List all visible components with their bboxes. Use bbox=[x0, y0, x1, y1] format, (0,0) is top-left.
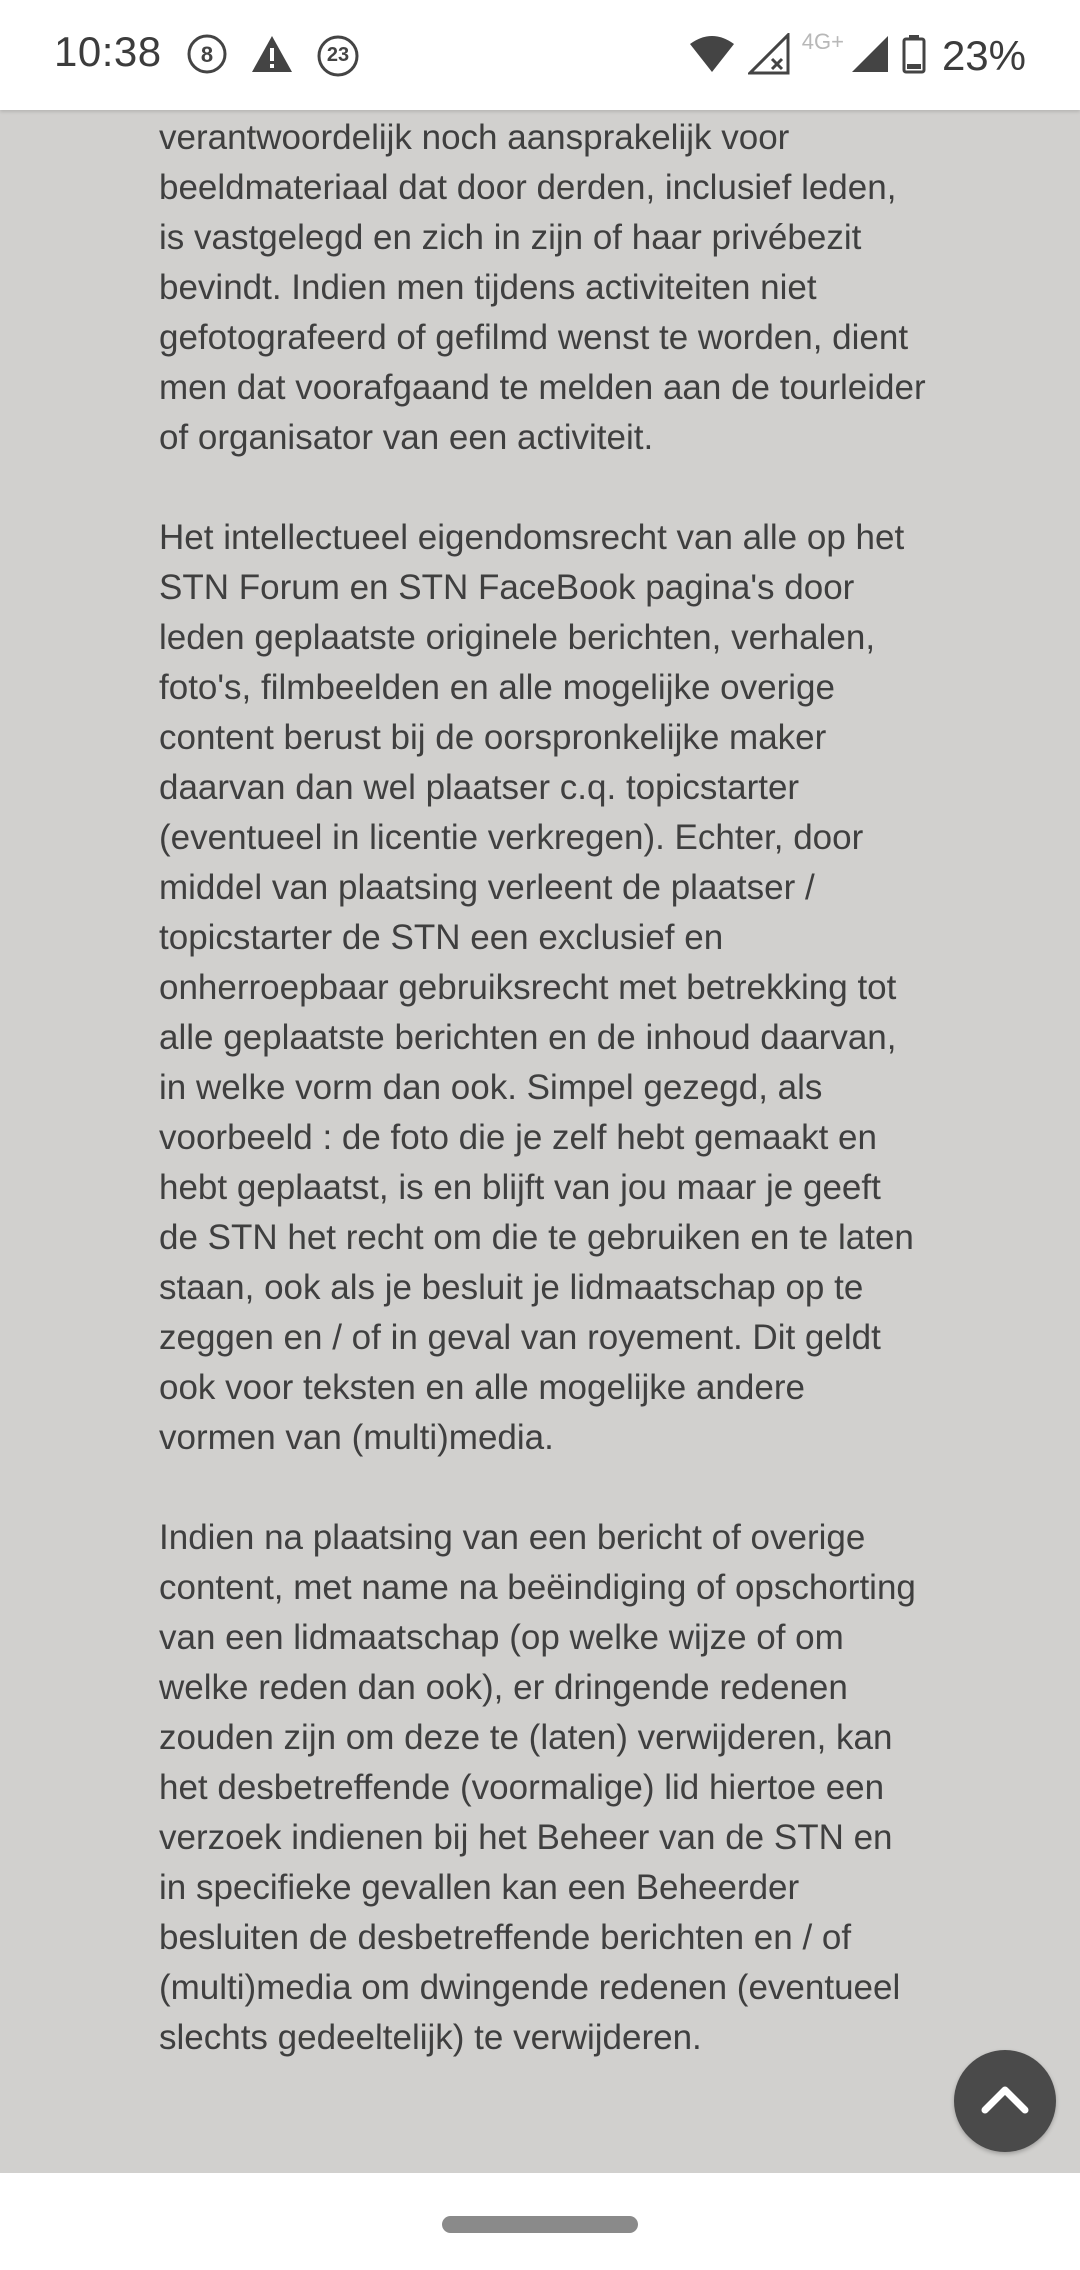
network-type-label: 4G+ bbox=[801, 29, 844, 54]
paragraph-3: Indien na plaatsing van een bericht of overige content, met name na beëindiging of opschorting van een lidmaatschap (op welke wijze of om welke reden dan ook), er dringende redenen zouden zijn om deze te (laten) verwijderen, kan het desbetreffende (voormalige) lid hiertoe een verzoek indienen bij het Beheer van de STN en in specifieke gevallen kan een Beheerder besluiten de desbetreffende berichten en / of (multi)media om dwingende redenen (eventueel slechts gedeeltelijk) te verwijderen. bbox=[159, 1518, 916, 2057]
navigation-bar bbox=[0, 2173, 1080, 2270]
system-icons bbox=[688, 30, 1026, 82]
notification-badge-count: 23 bbox=[326, 44, 350, 66]
article-text bbox=[159, 110, 929, 2113]
chevron-up-icon bbox=[980, 2083, 1030, 2120]
wifi-icon bbox=[688, 34, 736, 79]
battery-icon bbox=[902, 34, 926, 79]
warning-icon bbox=[250, 34, 294, 79]
b-circle-icon bbox=[186, 33, 228, 80]
signal-no-data-icon bbox=[748, 33, 790, 80]
signal-icon bbox=[850, 34, 890, 79]
status-bar bbox=[0, 0, 1080, 110]
article-view[interactable] bbox=[0, 110, 1080, 2173]
badge-23-icon bbox=[316, 34, 360, 78]
svg-text:8: 8 bbox=[200, 41, 214, 67]
status-time: 10:38 bbox=[54, 28, 162, 75]
battery-percent: 23% bbox=[941, 32, 1026, 79]
paragraph-2: Het intellectueel eigendomsrecht van alle op het STN Forum en STN FaceBook pagina's door leden geplaatste originele berichten, verhalen, foto's, filmbeelden en alle mogelijke overige content berust bij de oorspronkelijke maker daarvan dan wel plaatser c.q. topicstarter (eventueel in licentie verkregen). Echter, door middel van plaatsing verleent de plaatser / topicstarter de STN een exclusief en onherroepbaar gebruiksrecht met betrekking tot alle geplaatste berichten en de inhoud daarvan, in welke vorm dan ook. Simpel gezegd, als voorbeeld : de foto die je zelf hebt gemaakt en hebt geplaatst, is en blijft van jou maar je geeft de STN het recht om die te gebruiken en te laten staan, ook als je besluit je lidmaatschap op te zeggen en / of in geval van royement. Dit geldt ook voor teksten en alle mogelijke andere vormen van (multi)media. bbox=[159, 518, 914, 1457]
notification-icons bbox=[186, 32, 360, 80]
home-gesture-handle[interactable] bbox=[442, 2216, 638, 2233]
scroll-to-top-button[interactable] bbox=[954, 2050, 1056, 2152]
paragraph-1: verantwoordelijk noch aansprakelijk voor beeldmateriaal dat door derden, inclusief leden, is vastgelegd en zich in zijn of haar privébezit bevindt. Indien men tijdens activiteiten niet gefotografeerd of gefilmd wenst te worden, dient men dat voorafgaand te melden aan de tourleider of organisator van een activiteit. bbox=[159, 118, 926, 457]
